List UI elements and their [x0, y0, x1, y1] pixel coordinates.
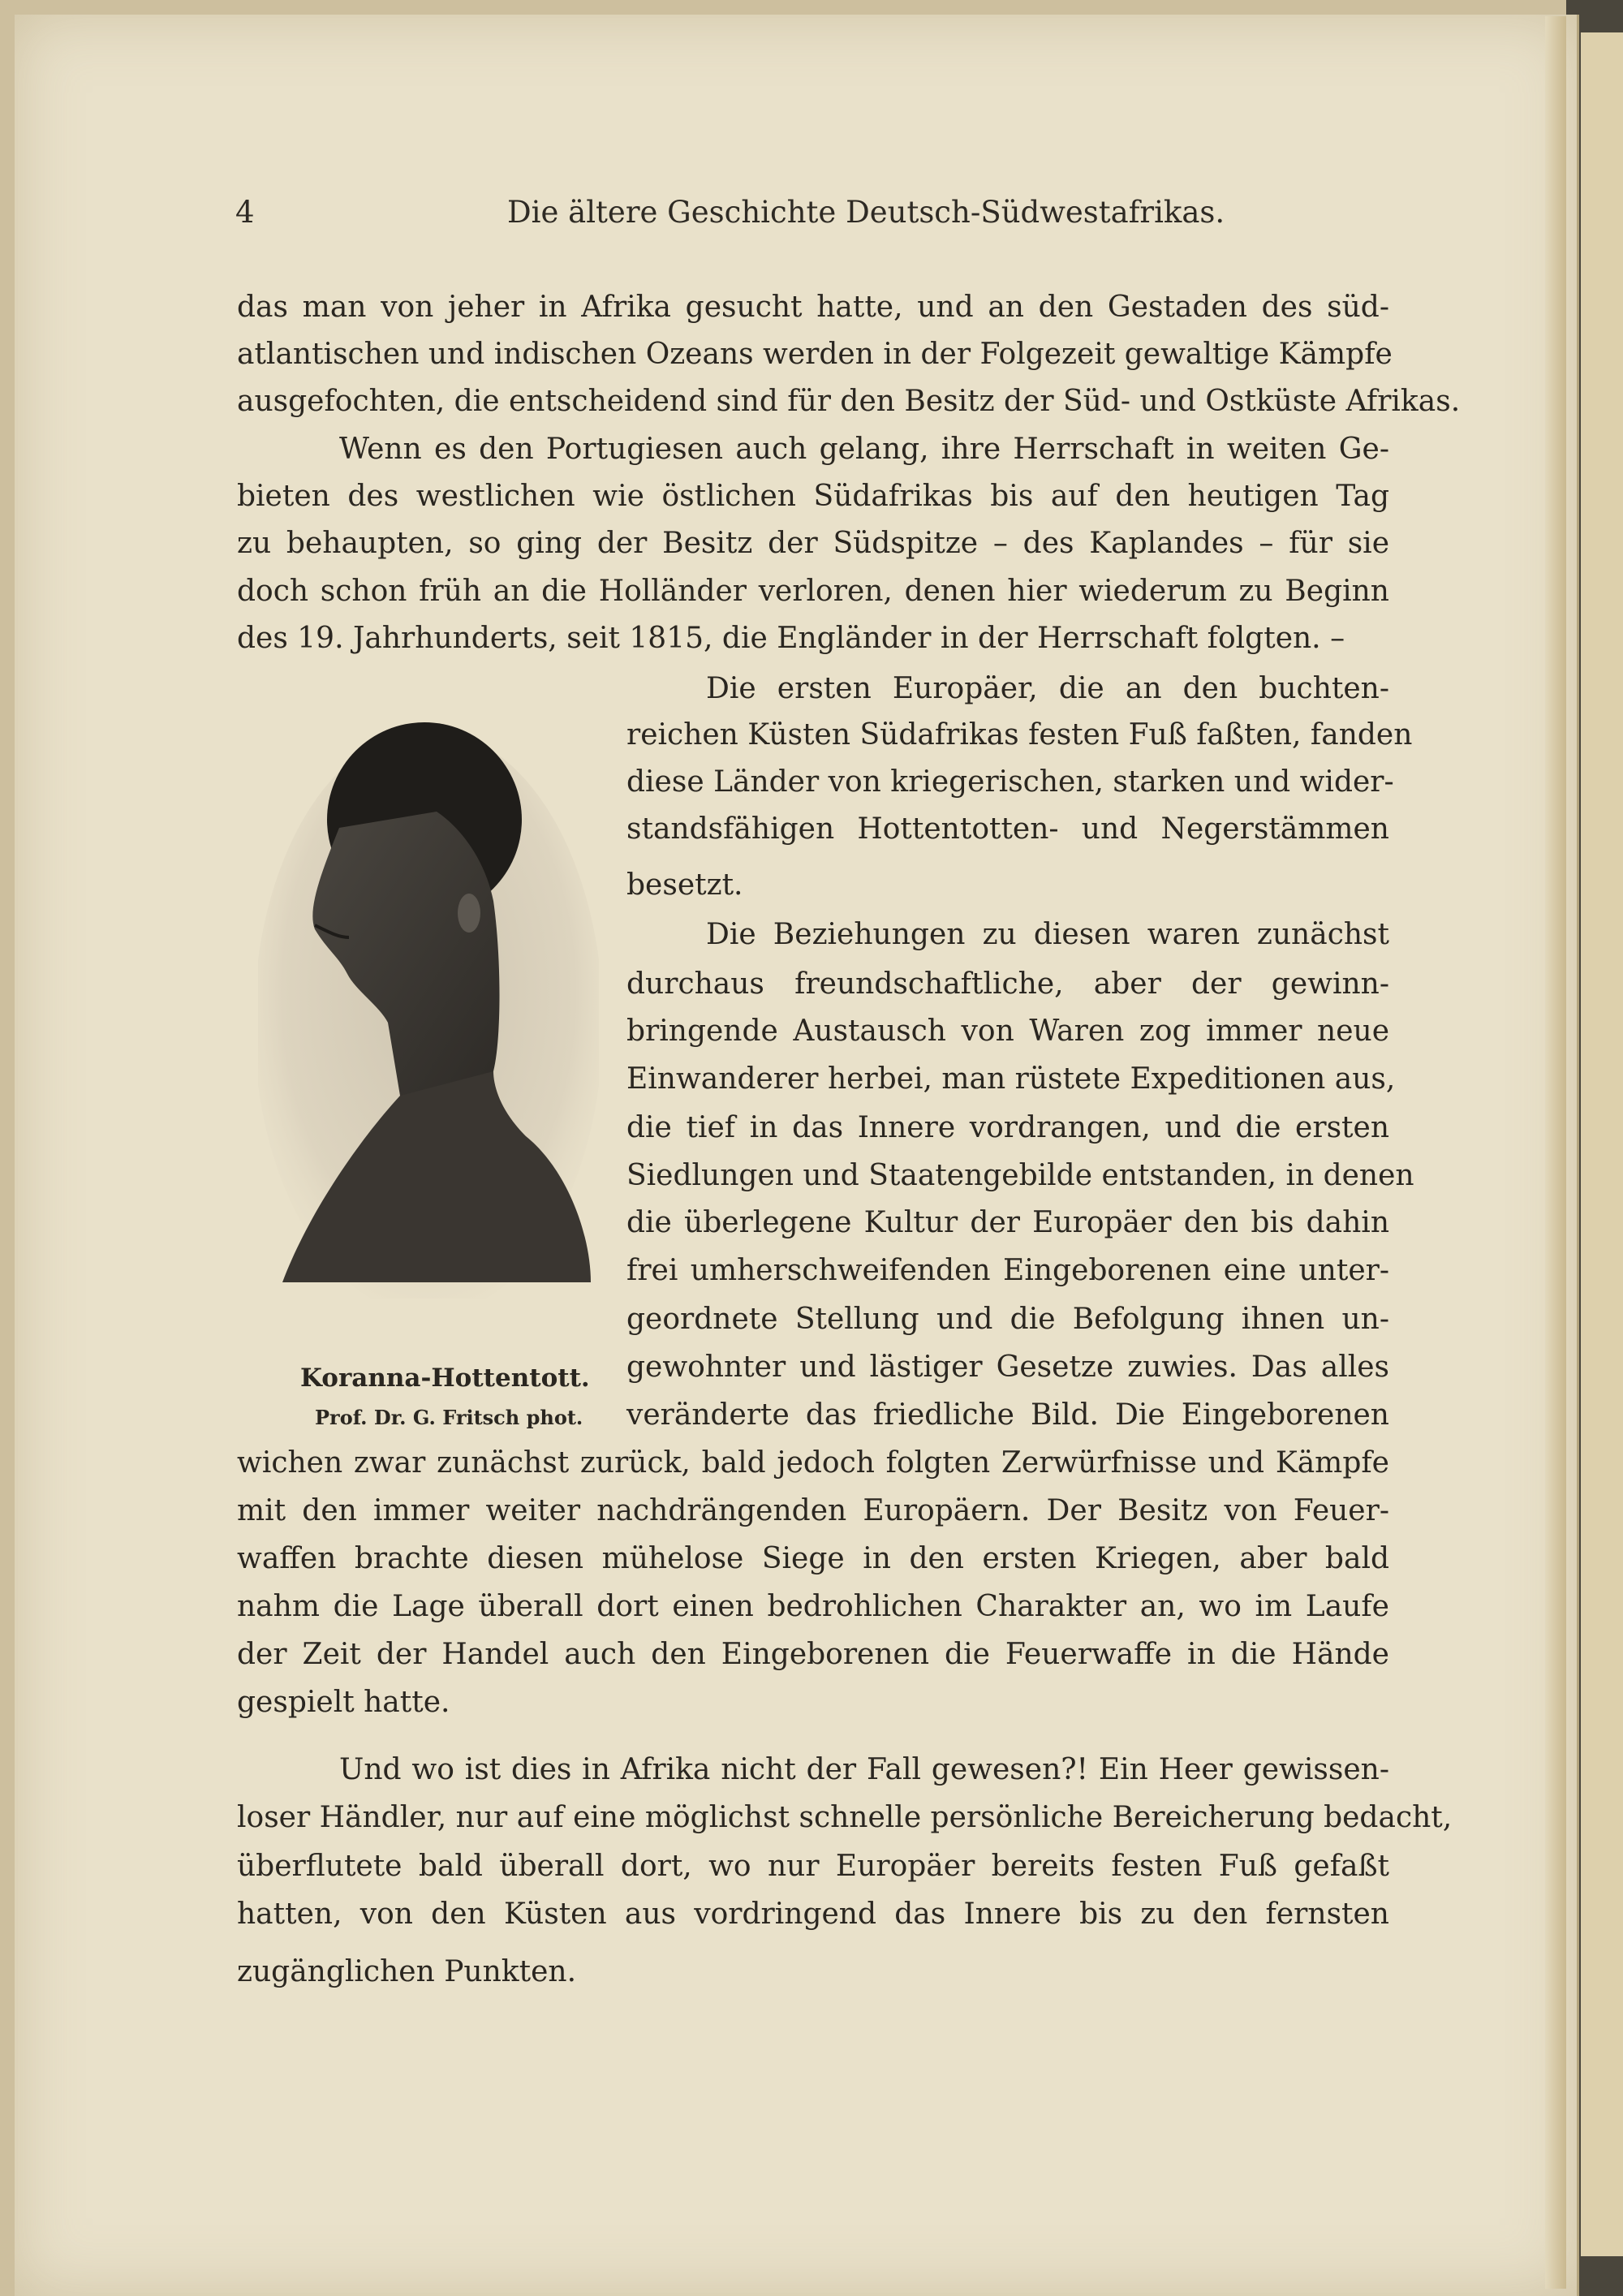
figure-caption-title: Koranna-Hottentott. [300, 1363, 590, 1393]
portrait-photo [258, 714, 599, 1299]
text-line: gewohnter und lästiger Gesetze zuwies. Das alles [626, 1350, 1389, 1384]
text-line: hatten, von den Küsten aus vordringend das Innere bis zu den fernsten [237, 1898, 1389, 1931]
text-line: das man von jeher in Afrika gesucht hatte, und an den Gestaden des süd- [237, 291, 1389, 324]
text-line: besetzt. [626, 868, 743, 902]
text-line: die überlegene Kultur der Europäer den bis dahin [626, 1206, 1389, 1239]
text-line: wichen zwar zunächst zurück, bald jedoch folgten Zerwürfnisse und Kämpfe [237, 1446, 1389, 1480]
text-line: frei umherschweifenden Eingeborenen eine unter- [626, 1254, 1389, 1287]
text-line: veränderte das friedliche Bild. Die Eingeborenen [626, 1398, 1389, 1432]
text-line: doch schon früh an die Holländer verloren, denen hier wiederum zu Beginn [237, 575, 1389, 608]
text-line: die tief in das Innere vordrangen, und die ersten [626, 1111, 1389, 1144]
text-line: des 19. Jahrhunderts, seit 1815, die Engländer in der Herrschaft folgten. – [237, 622, 1345, 655]
page-binding-edge [1545, 16, 1566, 2289]
text-line: Die Beziehungen zu diesen waren zunächst [706, 918, 1389, 951]
text-line: zugänglichen Punkten. [237, 1955, 577, 1988]
text-line: Wenn es den Portugiesen auch gelang, ihre Herrschaft in weiten Ge- [339, 433, 1389, 466]
text-line: atlantischen und indischen Ozeans werden in der Folgezeit gewaltige Kämpfe [237, 338, 1393, 371]
text-line: diese Länder von kriegerischen, starken und wider- [626, 765, 1394, 799]
adjacent-page-edge [1581, 32, 1623, 2256]
text-line: Die ersten Europäer, die an den buchten- [706, 672, 1389, 705]
text-line: gespielt hatte. [237, 1686, 450, 1719]
text-line: nahm die Lage überall dort einen bedrohlichen Charakter an, wo im Laufe [237, 1590, 1389, 1623]
text-line: überflutete bald überall dort, wo nur Europäer bereits festen Fuß gefaßt [237, 1850, 1389, 1883]
text-line: Siedlungen und Staatengebilde entstanden, in denen [626, 1159, 1414, 1192]
text-line: ausgefochten, die entscheidend sind für den Besitz der Süd- und Ostküste Afrikas. [237, 385, 1461, 418]
text-line: bieten des westlichen wie östlichen Südafrikas bis auf den heutigen Tag [237, 480, 1389, 513]
text-line: geordnete Stellung und die Befolgung ihnen un- [626, 1303, 1389, 1336]
text-line: waffen brachte diesen mühelose Siege in den ersten Kriegen, aber bald [237, 1542, 1389, 1575]
page-header [235, 195, 1388, 243]
text-line: reichen Küsten Südafrikas festen Fuß faßten, fanden [626, 718, 1413, 752]
text-line: der Zeit der Handel auch den Eingeborenen die Feuerwaffe in die Hände [237, 1638, 1389, 1671]
figure-photo-credit: Prof. Dr. G. Fritsch phot. [315, 1406, 583, 1429]
page-number: 4 [235, 195, 255, 230]
running-title: Die ältere Geschichte Deutsch-Südwestafrikas. [507, 195, 1225, 230]
text-line: zu behaupten, so ging der Besitz der Südspitze – des Kaplandes – für sie [237, 527, 1389, 560]
text-line: Und wo ist dies in Afrika nicht der Fall gewesen?! Ein Heer gewissen- [339, 1753, 1389, 1786]
text-line: mit den immer weiter nachdrängenden Europäern. Der Besitz von Feuer- [237, 1494, 1389, 1527]
text-line: Einwanderer herbei, man rüstete Expeditionen aus, [626, 1062, 1396, 1096]
text-line: standsfähigen Hottentotten- und Negerstämmen [626, 812, 1389, 846]
text-line: durchaus freundschaftliche, aber der gewinn- [626, 967, 1389, 1001]
text-line: bringende Austausch von Waren zog immer neue [626, 1014, 1389, 1048]
text-line: loser Händler, nur auf eine möglichst schnelle persönliche Bereicherung bedacht, [237, 1801, 1453, 1834]
